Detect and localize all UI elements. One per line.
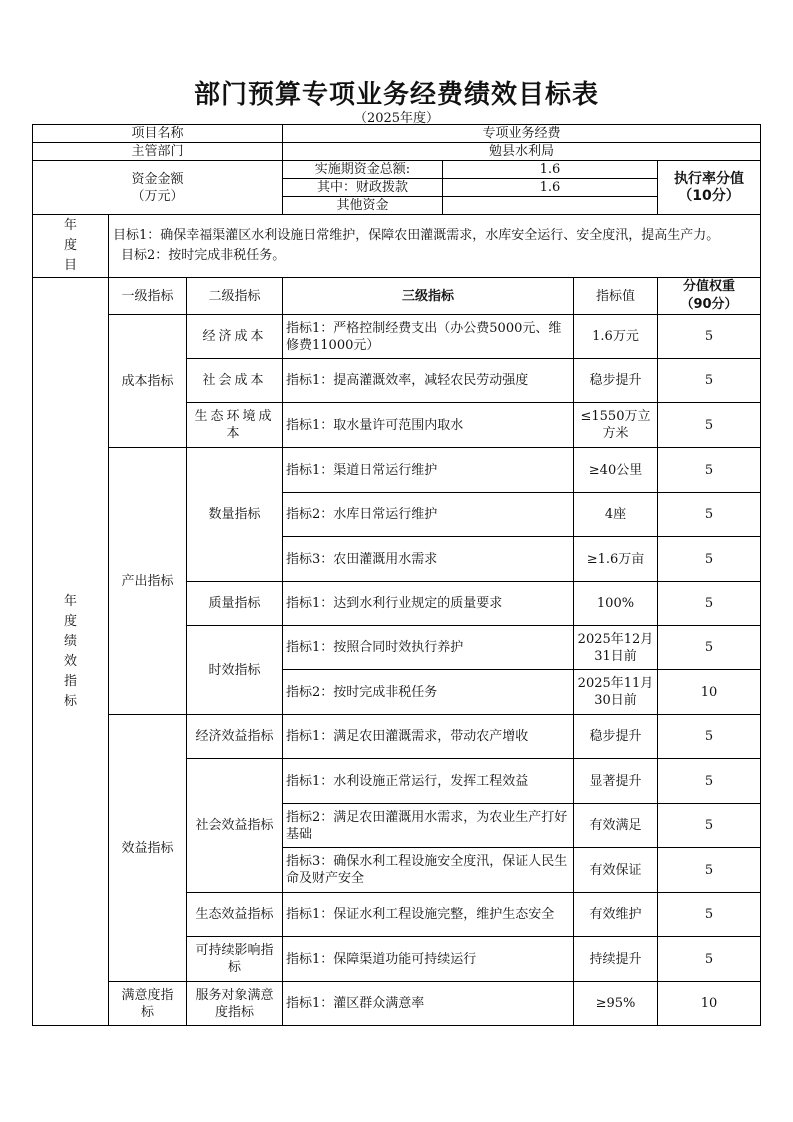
level2-cell: 生态效益指标 xyxy=(187,893,283,937)
goal-2: 目标2：按时完成非税任务。 xyxy=(121,248,286,263)
total-fund-label: 实施期资金总额: xyxy=(283,161,443,179)
level2-cell: 经济效益指标 xyxy=(187,715,283,759)
level3-cell: 指标1：水利设施正常运行，发挥工程效益 xyxy=(283,759,574,804)
weight-cell: 10 xyxy=(658,982,761,1026)
value-cell: 有效满足 xyxy=(574,804,658,848)
fiscal-fund-value: 1.6 xyxy=(443,179,658,197)
level3-cell: 指标1：保证水利工程设施完整，维护生态安全 xyxy=(283,893,574,937)
level2-cell: 质量指标 xyxy=(187,582,283,626)
level2-cell: 服务对象满意度指标 xyxy=(187,982,283,1026)
weight-cell: 5 xyxy=(658,937,761,982)
fiscal-fund-label: 其中：财政拨款 xyxy=(283,179,443,197)
annual-goals xyxy=(109,215,761,278)
weight-cell: 5 xyxy=(658,804,761,848)
header-value: 指标值 xyxy=(574,278,658,315)
level3-cell: 指标1：达到水利行业规定的质量要求 xyxy=(283,582,574,626)
weight-cell: 5 xyxy=(658,448,761,493)
value-cell: 有效保证 xyxy=(574,848,658,893)
dept-label: 主管部门 xyxy=(33,143,283,161)
value-cell: 2025年12月31日前 xyxy=(574,626,658,670)
table-row xyxy=(33,448,761,493)
fund-label-line2: （万元） xyxy=(131,188,184,204)
weight-cell: 5 xyxy=(658,359,761,403)
level3-cell: 指标3：确保水利工程设施安全度汛，保证人民生命及财产安全 xyxy=(283,848,574,893)
level3-cell: 指标1：取水量许可范围内取水 xyxy=(283,403,574,448)
exec-rate-line1: 执行率分值 xyxy=(674,170,744,187)
value-cell: 4座 xyxy=(574,493,658,537)
exec-rate-line2: （10分） xyxy=(678,187,740,204)
table-row xyxy=(33,315,761,359)
weight-cell: 5 xyxy=(658,403,761,448)
level3-cell: 指标2：按时完成非税任务 xyxy=(283,670,574,715)
value-cell: 有效维护 xyxy=(574,893,658,937)
level3-cell: 指标2：满足农田灌溉用水需求，为农业生产打好基础 xyxy=(283,804,574,848)
level3-cell: 指标1：保障渠道功能可持续运行 xyxy=(283,937,574,982)
project-name-value: 专项业务经费 xyxy=(283,125,761,143)
page-title: 部门预算专项业务经费绩效目标表 xyxy=(193,80,599,110)
weight-cell: 5 xyxy=(658,493,761,537)
page-subtitle: （2025年度） xyxy=(353,111,440,126)
group-satisfaction: 满意度指 标 xyxy=(109,982,187,1026)
level2-cell: 数量指标 xyxy=(187,448,283,582)
value-cell: 100% xyxy=(574,582,658,626)
weight-cell: 5 xyxy=(658,848,761,893)
group-cost: 成本指标 xyxy=(109,315,187,448)
value-cell: ≥1.6万亩 xyxy=(574,537,658,582)
goal-1: 目标1：确保幸福渠灌区水利设施日常维护，保障农田灌溉需求，水库安全运行、安全度汛，提高生产力。 xyxy=(113,228,720,243)
value-cell: ≤1550万立方米 xyxy=(574,403,658,448)
level2-cell: 经济成本 xyxy=(187,315,283,359)
weight-cell: 5 xyxy=(658,582,761,626)
exec-rate-label xyxy=(658,161,761,215)
annual-goal-label: 年 度 目 xyxy=(33,215,109,278)
total-fund-value: 1.6 xyxy=(443,161,658,179)
header-level2: 二级指标 xyxy=(187,278,283,315)
other-fund-value xyxy=(443,197,658,215)
value-cell: 稳步提升 xyxy=(574,715,658,759)
header-weight: 分值权重 （90分） xyxy=(658,278,761,315)
level3-cell: 指标1：渠道日常运行维护 xyxy=(283,448,574,493)
group-benefit: 效益指标 xyxy=(109,715,187,982)
level2-cell: 社会成本 xyxy=(187,359,283,403)
value-cell: 持续提升 xyxy=(574,937,658,982)
performance-indicators-label: 年 度 绩 效 指 标 xyxy=(33,278,109,1026)
value-cell: 显著提升 xyxy=(574,759,658,804)
group-output: 产出指标 xyxy=(109,448,187,715)
level3-cell: 指标1：满足农田灌溉需求，带动农产增收 xyxy=(283,715,574,759)
level3-cell: 指标1：灌区群众满意率 xyxy=(283,982,574,1026)
level3-cell: 指标1：按照合同时效执行养护 xyxy=(283,626,574,670)
value-cell: ≥95% xyxy=(574,982,658,1026)
value-cell: 2025年11月30日前 xyxy=(574,670,658,715)
weight-cell: 5 xyxy=(658,315,761,359)
level3-cell: 指标3：农田灌溉用水需求 xyxy=(283,537,574,582)
weight-cell: 10 xyxy=(658,670,761,715)
table-row xyxy=(33,982,761,1026)
project-name-label: 项目名称 xyxy=(33,125,283,143)
level2-cell: 可持续影响指标 xyxy=(187,937,283,982)
weight-cell: 5 xyxy=(658,626,761,670)
performance-table xyxy=(32,124,761,1026)
fund-label xyxy=(33,161,283,215)
value-cell: 稳步提升 xyxy=(574,359,658,403)
level3-cell: 指标1：提高灌溉效率，减轻农民劳动强度 xyxy=(283,359,574,403)
table-row xyxy=(33,715,761,759)
level2-cell: 时效指标 xyxy=(187,626,283,715)
fund-label-line1: 资金金额 xyxy=(131,171,184,187)
level3-cell: 指标1：严格控制经费支出（办公费5000元、维修费11000元） xyxy=(283,315,574,359)
weight-cell: 5 xyxy=(658,759,761,804)
level2-cell: 生态环境成本 xyxy=(187,403,283,448)
value-cell: ≥40公里 xyxy=(574,448,658,493)
value-cell: 1.6万元 xyxy=(574,315,658,359)
header-level1: 一级指标 xyxy=(109,278,187,315)
other-fund-label: 其他资金 xyxy=(283,197,443,215)
dept-value: 勉县水利局 xyxy=(283,143,761,161)
weight-cell: 5 xyxy=(658,893,761,937)
level2-cell: 社会效益指标 xyxy=(187,759,283,893)
weight-cell: 5 xyxy=(658,715,761,759)
weight-cell: 5 xyxy=(658,537,761,582)
header-level3: 三级指标 xyxy=(283,278,574,315)
level3-cell: 指标2：水库日常运行维护 xyxy=(283,493,574,537)
